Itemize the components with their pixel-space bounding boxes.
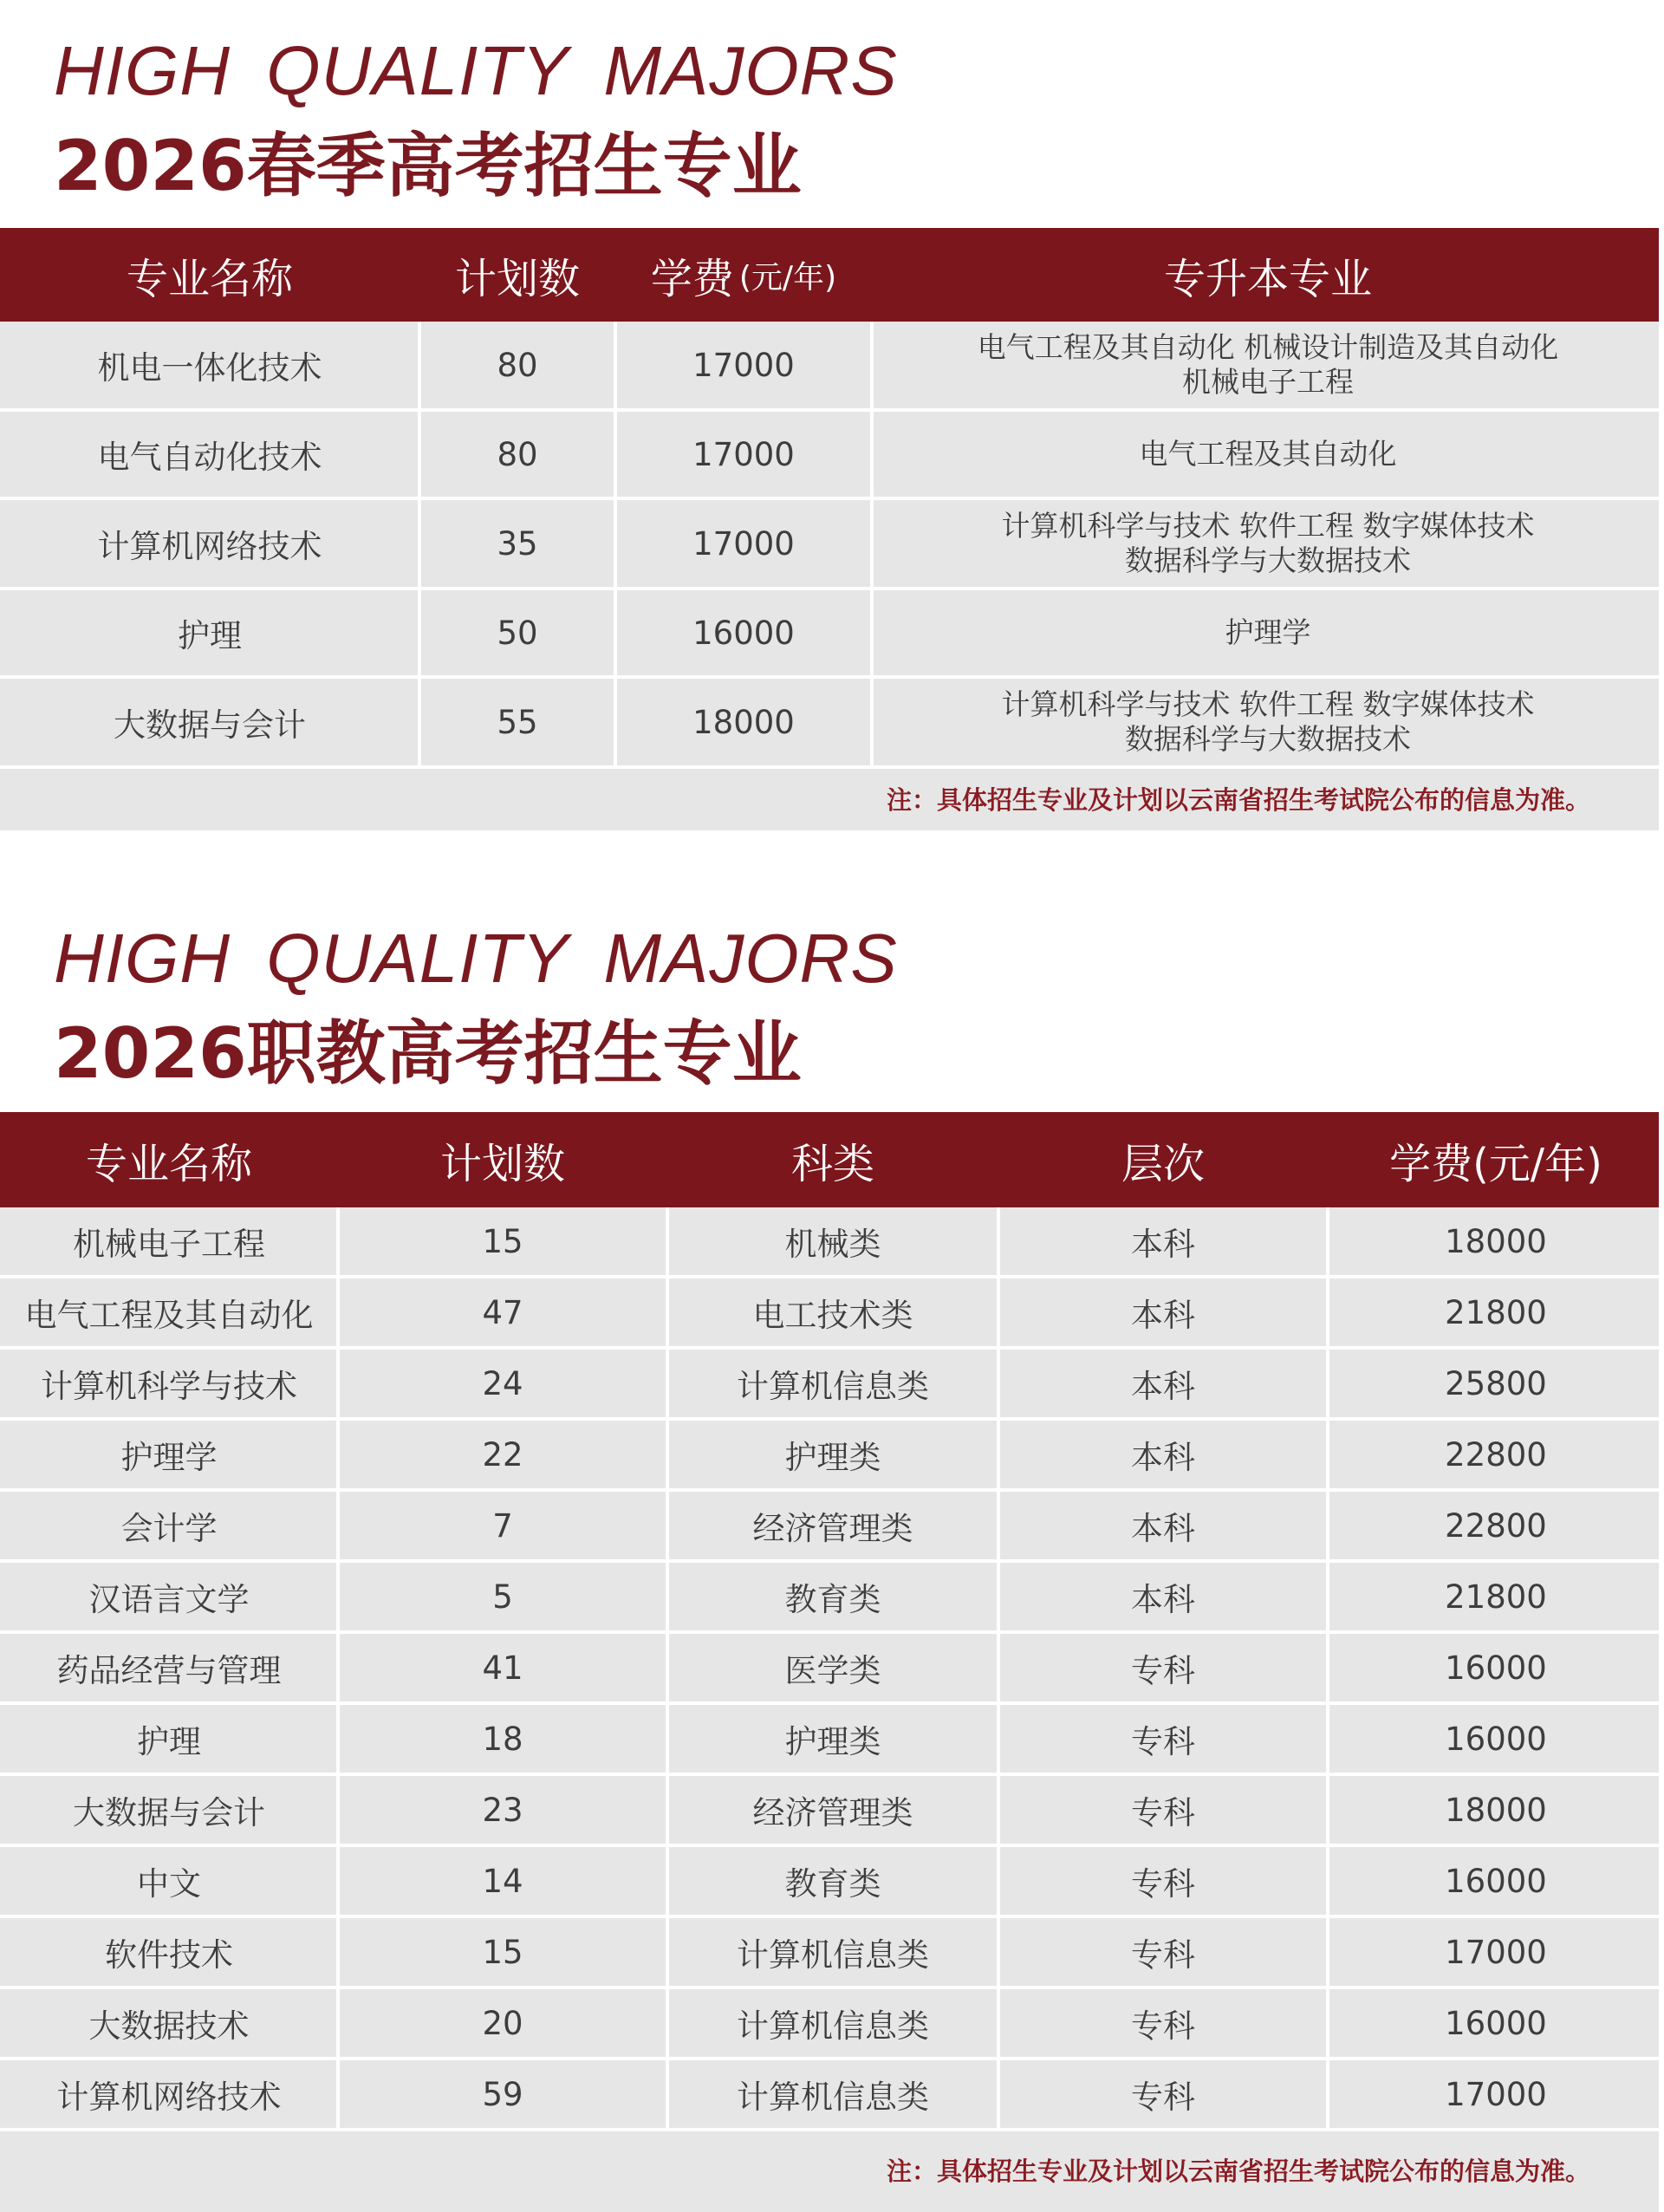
cell-level: 专科: [1131, 2079, 1195, 2116]
cell-plan: 35: [497, 524, 538, 563]
upgrade-line: 护理学: [1225, 615, 1311, 649]
cell-name: 护理学: [120, 1439, 218, 1476]
cell-plan: 50: [497, 614, 538, 652]
table-row: [0, 590, 1664, 675]
footnote: 注：具体招生专业及计划以云南省招生考试院公布的信息为准。: [886, 785, 1590, 815]
cell-fee: 16000: [1445, 1720, 1547, 1758]
cell-category: 计算机信息类: [737, 1368, 929, 1405]
table-row: [0, 1776, 1664, 1844]
cell-name: 机械电子工程: [73, 1226, 265, 1263]
cell-fee: 22800: [1445, 1506, 1547, 1545]
table-row: [0, 1350, 1664, 1417]
table-row: [0, 1563, 1664, 1630]
cell-plan: 80: [497, 435, 538, 473]
cell-name: 护理: [178, 617, 242, 654]
cell-level: 专科: [1131, 2007, 1195, 2045]
cell-upgrade: [872, 679, 1664, 765]
cell-fee: 21800: [1445, 1578, 1547, 1616]
table-row: [0, 1421, 1664, 1488]
cell-name: 计算机科学与技术: [41, 1368, 297, 1405]
header-fee: 学费 (元/年): [650, 254, 837, 303]
table-row: [0, 1705, 1664, 1773]
cell-fee: 16000: [1445, 1649, 1547, 1687]
cell-fee: 17000: [692, 524, 795, 563]
column-divider: [1326, 1207, 1329, 2131]
column-divider: [997, 1207, 1000, 2131]
cell-name: 机电一体化技术: [97, 349, 322, 387]
spring-exam-table: [0, 228, 1664, 830]
section2-heading: [54, 920, 898, 1094]
cell-level: 专科: [1131, 1723, 1195, 1760]
cell-name: 会计学: [120, 1510, 218, 1547]
header-category: 科类: [790, 1139, 874, 1188]
upgrade-line: 电气工程及其自动化: [1139, 436, 1397, 471]
cell-upgrade: [872, 500, 1664, 587]
cell-plan: 15: [482, 1222, 523, 1260]
row-divider: [0, 2128, 1664, 2131]
table-row: [0, 412, 1664, 497]
upgrade-line: 数据科学与大数据技术: [1125, 543, 1411, 577]
cell-plan: 15: [482, 1933, 523, 1971]
cell-fee: 22800: [1445, 1435, 1547, 1474]
header-fee: 学费(元/年): [1389, 1139, 1602, 1188]
cell-upgrade: [872, 412, 1664, 497]
cell-fee: 21800: [1445, 1293, 1547, 1331]
section2-cn-title: 2026职教高考招生专业: [54, 1013, 802, 1094]
table-row: [0, 1492, 1664, 1559]
cell-plan: 41: [482, 1649, 523, 1687]
cell-level: 本科: [1131, 1439, 1195, 1476]
cell-category: 机械类: [784, 1226, 881, 1263]
cell-plan: 23: [482, 1791, 523, 1829]
section1-cn-title: 2026春季高考招生专业: [54, 126, 802, 206]
cell-category: 计算机信息类: [737, 2007, 929, 2045]
cell-plan: 22: [482, 1435, 523, 1474]
cell-fee: 17000: [1445, 2075, 1547, 2113]
cell-plan: 24: [482, 1364, 523, 1402]
table-row: [0, 1847, 1664, 1915]
column-divider: [336, 1207, 340, 2131]
cell-plan: 14: [482, 1862, 523, 1900]
cell-plan: 55: [497, 703, 538, 741]
table-row: [0, 679, 1664, 765]
row-divider: [0, 765, 1664, 769]
column-divider: [418, 322, 421, 765]
cell-fee: 18000: [1445, 1791, 1547, 1829]
table-row: [0, 1634, 1664, 1701]
upgrade-line: 电气工程及其自动化 机械设计制造及其自动化: [977, 329, 1559, 364]
cell-fee: 16000: [1445, 1862, 1547, 1900]
cell-level: 专科: [1131, 1652, 1195, 1689]
cell-category: 计算机信息类: [737, 1936, 929, 1974]
cell-plan: 59: [482, 2075, 523, 2113]
cell-fee: 17000: [692, 346, 795, 384]
cell-fee: 18000: [692, 703, 795, 741]
cell-level: 专科: [1131, 1794, 1195, 1831]
cell-category: 护理类: [784, 1439, 881, 1476]
cell-plan: 47: [482, 1293, 523, 1331]
cell-level: 本科: [1131, 1226, 1195, 1263]
cell-name: 计算机网络技术: [56, 2079, 282, 2116]
cell-fee: 16000: [1445, 2004, 1547, 2042]
table-row: [0, 1918, 1664, 1986]
header-level: 层次: [1121, 1139, 1205, 1188]
header-name: 专业名称: [85, 1139, 252, 1188]
cell-plan: 80: [497, 346, 538, 384]
cell-category: 电工技术类: [752, 1297, 913, 1334]
table-header: [0, 228, 1664, 322]
cell-level: 本科: [1131, 1368, 1195, 1405]
upgrade-line: 机械电子工程: [1182, 365, 1354, 399]
cell-name: 大数据技术: [88, 2007, 250, 2045]
header-upgrade: 专升本专业: [1163, 254, 1372, 303]
cell-fee: 17000: [692, 435, 795, 473]
table-row: [0, 1278, 1664, 1346]
cell-plan: 20: [482, 2004, 523, 2042]
column-divider: [870, 322, 874, 765]
cell-upgrade: [872, 590, 1664, 675]
header-plan: 计划数: [454, 254, 580, 303]
cell-category: 计算机信息类: [737, 2079, 929, 2116]
section1-en-title: HIGH QUALITY MAJORS: [54, 32, 898, 109]
cell-name: 药品经营与管理: [56, 1652, 282, 1689]
table-row: [0, 1989, 1664, 2057]
cell-fee: 18000: [1445, 1222, 1547, 1260]
cell-name: 电气工程及其自动化: [24, 1297, 314, 1334]
cell-category: 护理类: [784, 1723, 881, 1760]
cell-fee: 17000: [1445, 1933, 1547, 1971]
table-row: [0, 2060, 1664, 2128]
table-row: [0, 1207, 1664, 1275]
section1-heading: [54, 32, 898, 206]
cell-fee: 25800: [1445, 1364, 1547, 1402]
vocational-exam-table: [0, 1112, 1664, 2212]
table-header: [0, 1112, 1664, 1207]
table-row: [0, 322, 1664, 408]
upgrade-line: 计算机科学与技术 软件工程 数字媒体技术: [1001, 508, 1535, 543]
cell-category: 教育类: [784, 1865, 881, 1903]
cell-name: 汉语言文学: [88, 1581, 250, 1618]
cell-name: 护理: [137, 1723, 201, 1760]
cell-upgrade: [872, 322, 1664, 408]
cell-level: 本科: [1131, 1581, 1195, 1618]
cell-level: 专科: [1131, 1936, 1195, 1974]
section2-en-title: HIGH QUALITY MAJORS: [54, 920, 898, 997]
cell-level: 本科: [1131, 1297, 1195, 1334]
header-plan: 计划数: [439, 1139, 565, 1188]
cell-category: 经济管理类: [752, 1794, 913, 1831]
cell-category: 经济管理类: [752, 1510, 913, 1547]
column-divider: [666, 1207, 669, 2131]
cell-name: 电气自动化技术: [97, 439, 322, 476]
cell-plan: 5: [492, 1578, 513, 1616]
upgrade-line: 计算机科学与技术 软件工程 数字媒体技术: [1001, 686, 1535, 721]
header-name: 专业名称: [126, 254, 293, 303]
table-row: [0, 500, 1664, 587]
cell-category: 医学类: [784, 1652, 881, 1689]
column-divider: [614, 322, 617, 765]
cell-name: 计算机网络技术: [97, 528, 322, 565]
footnote: 注：具体招生专业及计划以云南省招生考试院公布的信息为准。: [886, 2157, 1590, 2186]
cell-plan: 7: [492, 1506, 513, 1545]
upgrade-line: 数据科学与大数据技术: [1125, 722, 1411, 756]
cell-name: 大数据与会计: [114, 706, 306, 744]
cell-plan: 18: [482, 1720, 523, 1758]
cell-level: 专科: [1131, 1865, 1195, 1903]
cell-level: 本科: [1131, 1510, 1195, 1547]
right-edge: [1659, 228, 1664, 830]
cell-name: 大数据与会计: [73, 1794, 265, 1831]
cell-category: 教育类: [784, 1581, 881, 1618]
right-edge: [1659, 1112, 1664, 2212]
cell-name: 软件技术: [105, 1936, 233, 1974]
cell-name: 中文: [137, 1865, 201, 1903]
cell-fee: 16000: [692, 614, 795, 652]
